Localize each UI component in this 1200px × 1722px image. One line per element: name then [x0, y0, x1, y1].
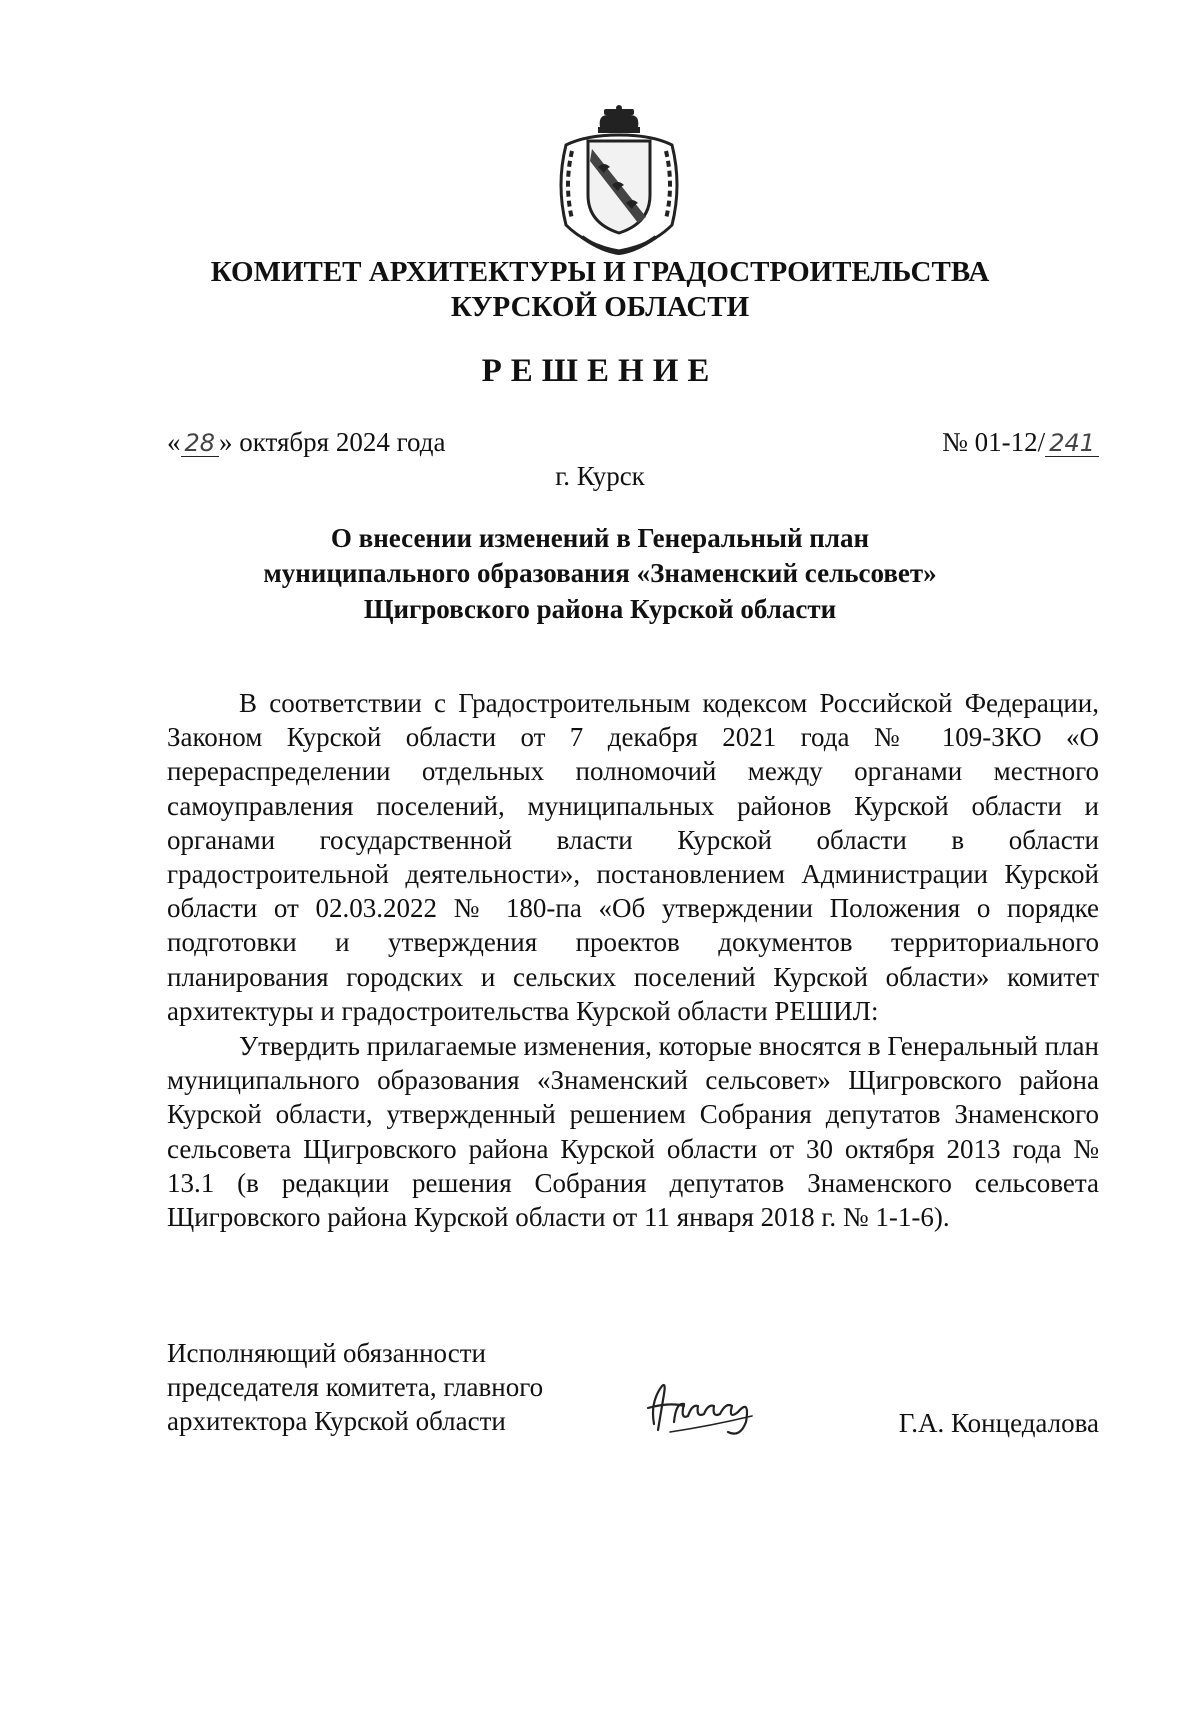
signatory-position — [167, 1336, 543, 1438]
body-paragraph-2: Утвердить прилагаемые изменения, которые вносятся в Генеральный план муниципального образования «Знаменский сельсовет» Щигровского района Курской области, утвержденный решением Собрания депутатов Знаменского сельсовета Щигровского района Курской области от 30 октября 2013 года № 13.1 (в редакции решения Собрания депутатов Знаменского сельсовета Щигровского района Курской области от 11 января 2018 г. № 1-1-6). — [167, 1031, 1099, 1233]
date-day-handwritten: 28 — [181, 430, 220, 457]
number-prefix: № 01-12/ — [942, 427, 1046, 457]
date-open-quote: « — [167, 427, 181, 457]
organization-name-line1: КОМИТЕТ АРХИТЕКТУРЫ И ГРАДОСТРОИТЕЛЬСТВА — [210, 256, 990, 288]
signatory-position-line2: председателя комитета, главного — [167, 1372, 544, 1402]
signatory-position-line3: архитектора Курской области — [167, 1406, 506, 1436]
document-date — [167, 425, 445, 459]
subject-heading-line1: О внесении изменений в Генеральный план — [330, 523, 870, 553]
date-month-year: » октября 2024 года — [219, 427, 446, 457]
subject-heading-line2: муниципального образования «Знаменский сельсовет» — [263, 558, 937, 588]
organization-name-line2: КУРСКОЙ ОБЛАСТИ — [450, 291, 750, 323]
subject-heading-line3: Щигровского района Курской области — [363, 594, 837, 624]
coat-of-arms-icon — [552, 105, 686, 255]
body-paragraph-1: В соответствии с Градостроительным кодексом Российской Федерации, Законом Курской области от 7 декабря 2021 года № 109-ЗКО «О перераспределении отдельных полномочий между органами местного самоуправления поселений, муниципальных районов Курской области и органами государственной власти Курской области в области градостроительной деятельности», постановлением Администрации Курской области от 02.03.2022 № 180-па «Об утверждении Положения о порядке подготовки и утверждения проектов документов территориального планирования городских и сельских поселений Курской области» комитет архитектуры и градостроительства Курской области РЕШИЛ: — [167, 688, 1099, 1026]
document-type-title: РЕШЕНИЕ — [481, 353, 719, 389]
handwritten-signature-icon — [640, 1372, 790, 1442]
signatory-name: Г.А. Концедалова — [898, 1408, 1099, 1438]
signatory-position-line1: Исполняющий обязанности — [167, 1338, 486, 1368]
document-number — [942, 425, 1099, 459]
document-city: г. Курск — [555, 461, 645, 491]
number-handwritten: 241 — [1045, 430, 1099, 457]
